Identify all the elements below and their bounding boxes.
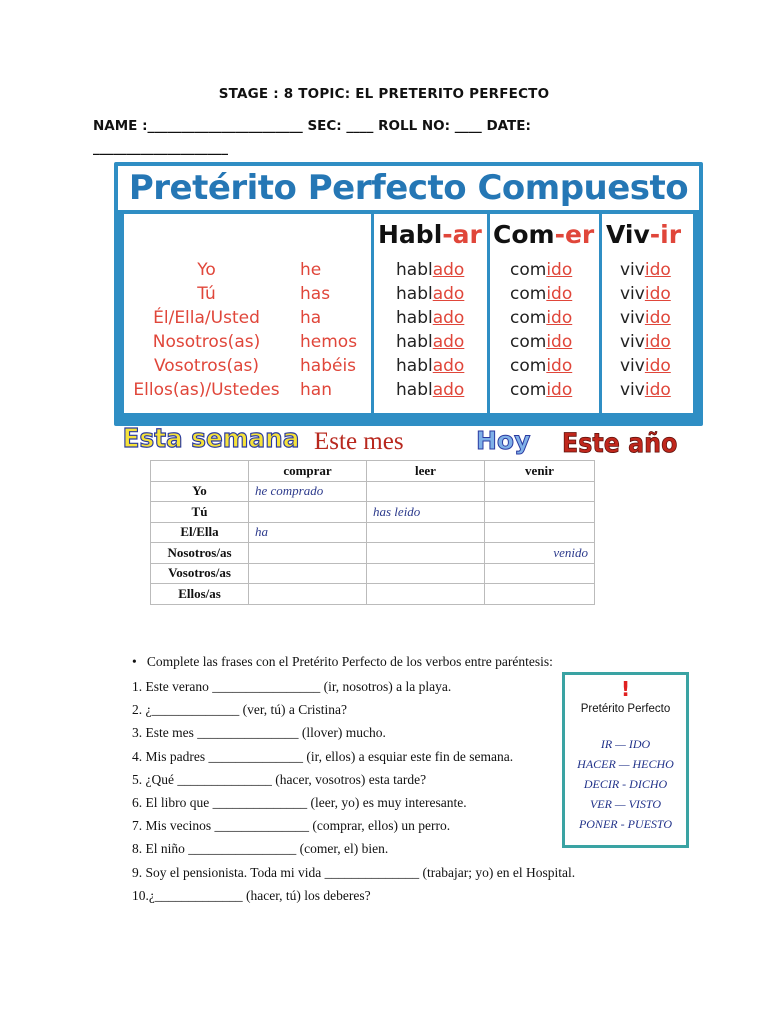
- participle: vivido: [620, 284, 671, 304]
- table-row: [151, 522, 595, 543]
- participle: vivido: [620, 260, 671, 280]
- irregular-participle: IR — IDO: [600, 737, 651, 751]
- exercise-item[interactable]: 6. El libro que ______________ (leer, yo) es muy interesante.: [132, 795, 467, 810]
- exclamation-icon: !: [620, 677, 631, 701]
- exercise-item[interactable]: 4. Mis padres ______________ (ir, ellos) a esquiar este fin de semana.: [132, 748, 514, 764]
- answer-cell[interactable]: he comprado: [249, 481, 367, 502]
- auxiliary-verb: hemos: [300, 332, 358, 352]
- table-row: [151, 584, 595, 605]
- auxiliary-verb: he: [300, 260, 322, 280]
- participle: vivido: [620, 380, 671, 400]
- exercise-item[interactable]: 5. ¿Qué ______________ (hacer, vosotros) esta tarde?: [132, 771, 427, 787]
- answer-cell[interactable]: [249, 584, 367, 605]
- auxiliary-verb: habéis: [300, 356, 357, 376]
- table-row: [151, 563, 595, 584]
- answer-cell[interactable]: [367, 584, 485, 605]
- table-row: [151, 481, 595, 502]
- irregular-participles-box: [562, 672, 689, 848]
- pronoun: Vosotros(as): [153, 356, 260, 376]
- answer-cell[interactable]: [367, 522, 485, 543]
- answer-cell[interactable]: ha: [249, 522, 367, 543]
- participle: comido: [510, 380, 573, 400]
- answer-cell[interactable]: [367, 543, 485, 564]
- exercise-item[interactable]: 10.¿_____________ (hacer, tú) los deberes?: [132, 887, 371, 903]
- chart-grid: [124, 214, 693, 413]
- pronoun: Él/Ella/Usted: [153, 308, 260, 328]
- participle: vivido: [620, 308, 671, 328]
- exercise-item[interactable]: 1. Este verano ________________ (ir, nosotros) a la playa.: [132, 679, 452, 694]
- verb-head-ir: Viv-ir: [606, 220, 682, 249]
- participle: vivido: [620, 332, 671, 352]
- pronoun-cell: Nosotros/as: [151, 543, 249, 564]
- answer-cell[interactable]: venido: [485, 543, 595, 564]
- answer-cell[interactable]: [249, 543, 367, 564]
- conjugation-chart: [114, 162, 703, 426]
- exercise-item[interactable]: 2. ¿_____________ (ver, tú) a Cristina?: [132, 702, 348, 718]
- conjugation-practice-table: [150, 460, 595, 605]
- auxiliary-verb: ha: [300, 308, 322, 328]
- wordart-este-mes: Este mes: [314, 428, 404, 455]
- answer-cell[interactable]: [485, 481, 595, 502]
- participle: comido: [510, 356, 573, 376]
- pronoun: Tú: [197, 284, 216, 304]
- page-title: STAGE : 8 TOPIC: EL PRETERITO PERFECTO: [218, 86, 550, 102]
- irregular-participle: HACER — HECHO: [577, 757, 674, 771]
- answer-cell[interactable]: [485, 584, 595, 605]
- participle: comido: [510, 284, 573, 304]
- exercise-item[interactable]: 3. Este mes _______________ (llover) mucho.: [132, 725, 386, 741]
- participle: hablado: [396, 380, 465, 400]
- wordart-hoy: Hoy: [476, 426, 531, 455]
- pronoun-cell: El/Ella: [151, 522, 249, 543]
- answer-cell[interactable]: [485, 522, 595, 543]
- pronoun-cell: Vosotros/as: [151, 563, 249, 584]
- answer-cell[interactable]: [367, 481, 485, 502]
- verb-head-ar: Habl-ar: [378, 220, 482, 249]
- table-header-cell: comprar: [249, 461, 367, 482]
- student-info-line: [93, 115, 693, 159]
- auxiliary-verb: han: [300, 380, 332, 400]
- answer-cell[interactable]: [249, 502, 367, 523]
- table-header-cell: leer: [367, 461, 485, 482]
- participle: comido: [510, 308, 573, 328]
- pronoun: Yo: [197, 260, 216, 280]
- exercise-item[interactable]: 9. Soy el pensionista. Toda mi vida ______________ (trabajar; yo) en el Hospital.: [132, 864, 576, 880]
- answer-cell[interactable]: [249, 563, 367, 584]
- exercise-instruction: • Complete las frases con el Pretérito Perfecto de los verbos entre paréntesis:: [132, 654, 553, 669]
- date-blank: ____________________: [93, 140, 228, 156]
- pronoun-cell: Ellos/as: [151, 584, 249, 605]
- participle: hablado: [396, 332, 465, 352]
- answer-cell[interactable]: [485, 563, 595, 584]
- answer-cell[interactable]: [485, 502, 595, 523]
- pronoun: Ellos(as)/Ustedes: [133, 380, 280, 400]
- irregular-participle: VER — VISTO: [589, 797, 662, 811]
- participle: comido: [510, 260, 573, 280]
- box-title: Pretérito Perfecto: [580, 703, 671, 715]
- exercise-item[interactable]: 7. Mis vecinos ______________ (comprar, ellos) un perro.: [132, 818, 451, 834]
- participle: hablado: [396, 260, 465, 280]
- irregular-participle: PONER - PUESTO: [578, 817, 673, 831]
- participle: vivido: [620, 356, 671, 376]
- participle: hablado: [396, 308, 465, 328]
- chart-title: Pretérito Perfecto Compuesto: [128, 168, 689, 208]
- table-header-row: [151, 461, 595, 482]
- wordart-este-ano: Este año: [562, 428, 678, 459]
- pronoun-cell: Tú: [151, 502, 249, 523]
- pronoun-cell: Yo: [151, 481, 249, 502]
- table-header-cell: venir: [485, 461, 595, 482]
- auxiliary-verb: has: [300, 284, 331, 304]
- wordart-esta-semana: Esta semana: [122, 424, 300, 454]
- answer-cell[interactable]: has leido: [367, 502, 485, 523]
- pronoun: Nosotros(as): [152, 332, 261, 352]
- answer-cell[interactable]: [367, 563, 485, 584]
- verb-head-er: Com-er: [493, 220, 595, 249]
- participle: comido: [510, 332, 573, 352]
- table-header-cell: [151, 461, 249, 482]
- participle: hablado: [396, 284, 465, 304]
- name-sec-roll-date: NAME :_______________________ SEC: ____ ROLL NO: ____ DATE:: [93, 118, 531, 134]
- table-row: [151, 502, 595, 523]
- table-row: [151, 543, 595, 564]
- participle: hablado: [396, 356, 465, 376]
- exercise-item[interactable]: 8. El niño ________________ (comer, el) bien.: [132, 841, 389, 857]
- irregular-participle: DECIR - DICHO: [583, 777, 668, 791]
